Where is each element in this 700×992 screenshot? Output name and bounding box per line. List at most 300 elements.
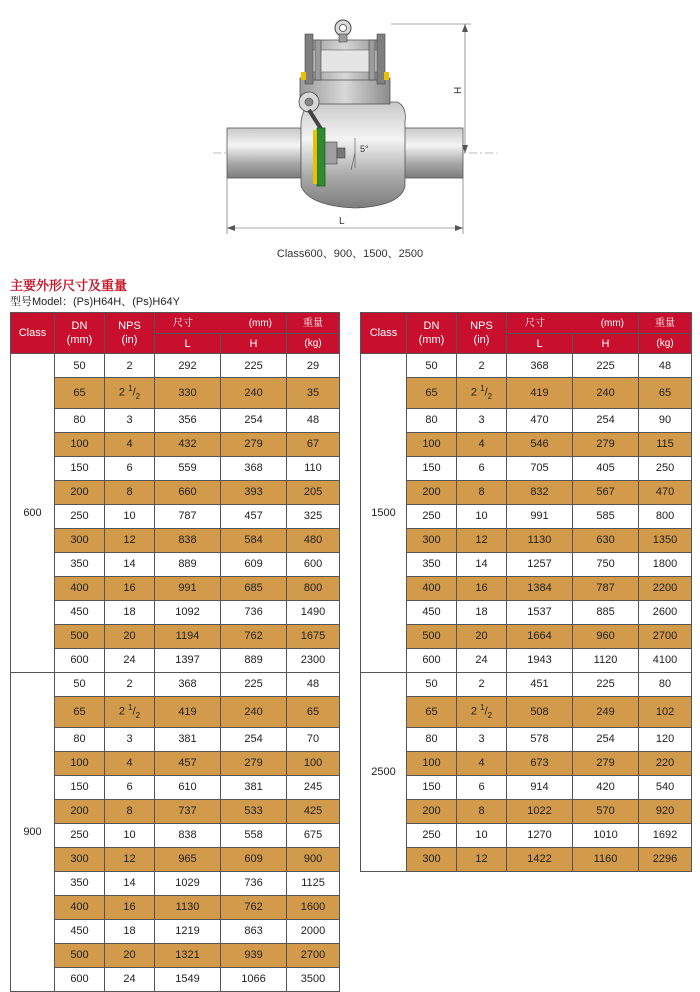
dn-cell: 450 <box>55 600 105 624</box>
table-row <box>361 672 692 696</box>
table-row <box>361 480 692 504</box>
h-cell: 762 <box>221 624 287 648</box>
table-row <box>361 648 692 672</box>
h-cell: 225 <box>573 672 639 696</box>
nps-cell: 4 <box>457 432 507 456</box>
dn-cell: 50 <box>407 672 457 696</box>
l-cell: 705 <box>507 456 573 480</box>
l-cell: 1321 <box>155 943 221 967</box>
dn-cell: 65 <box>407 378 457 409</box>
nps-cell: 12 <box>105 847 155 871</box>
kg-cell: 2600 <box>639 600 692 624</box>
table-row <box>11 871 340 895</box>
header-dimensions <box>507 313 639 334</box>
table-row <box>361 775 692 799</box>
nps-cell: 3 <box>457 408 507 432</box>
kg-cell: 35 <box>287 378 340 409</box>
h-cell: 736 <box>221 600 287 624</box>
nps-cell: 24 <box>105 648 155 672</box>
table-row <box>361 528 692 552</box>
l-cell: 673 <box>507 751 573 775</box>
h-cell: 279 <box>573 751 639 775</box>
dn-cell: 250 <box>407 823 457 847</box>
nps-cell: 16 <box>105 895 155 919</box>
table-row <box>361 552 692 576</box>
kg-cell: 110 <box>287 456 340 480</box>
kg-cell: 2700 <box>639 624 692 648</box>
kg-cell: 2200 <box>639 576 692 600</box>
header-dn <box>407 313 457 354</box>
dn-cell: 350 <box>407 552 457 576</box>
nps-cell: 18 <box>457 600 507 624</box>
header-dn-label: DN <box>71 320 88 332</box>
h-cell: 225 <box>221 672 287 696</box>
table-row <box>11 727 340 751</box>
nps-cell: 4 <box>457 751 507 775</box>
dn-cell: 50 <box>55 672 105 696</box>
header-nps-unit: (in) <box>121 334 138 346</box>
dn-cell: 500 <box>55 943 105 967</box>
l-cell: 292 <box>155 354 221 378</box>
h-dimension-label: H <box>453 86 464 94</box>
nps-cell: 2 $^1/_2$ <box>105 696 155 727</box>
table-row <box>11 528 340 552</box>
kg-cell: 100 <box>287 751 340 775</box>
h-cell: 381 <box>221 775 287 799</box>
l-cell: 889 <box>155 552 221 576</box>
dn-cell: 400 <box>55 895 105 919</box>
nps-cell: 2 <box>105 672 155 696</box>
table-row <box>361 456 692 480</box>
dn-cell: 350 <box>55 871 105 895</box>
nps-cell: 2 <box>457 672 507 696</box>
kg-cell: 48 <box>287 672 340 696</box>
nps-cell: 6 <box>105 456 155 480</box>
l-cell: 578 <box>507 727 573 751</box>
kg-cell: 205 <box>287 480 340 504</box>
nps-cell: 24 <box>457 648 507 672</box>
table-row <box>361 847 692 871</box>
l-cell: 1943 <box>507 648 573 672</box>
kg-cell: 1490 <box>287 600 340 624</box>
h-cell: 225 <box>221 354 287 378</box>
h-cell: 787 <box>573 576 639 600</box>
l-cell: 838 <box>155 823 221 847</box>
dn-cell: 150 <box>407 775 457 799</box>
nps-cell: 6 <box>457 775 507 799</box>
h-cell: 279 <box>221 432 287 456</box>
header-nps-unit: (in) <box>473 334 490 346</box>
l-cell: 838 <box>155 528 221 552</box>
nps-cell: 18 <box>105 919 155 943</box>
dn-cell: 65 <box>55 378 105 409</box>
kg-cell: 1800 <box>639 552 692 576</box>
l-cell: 508 <box>507 696 573 727</box>
h-cell: 393 <box>221 480 287 504</box>
dn-cell: 450 <box>55 919 105 943</box>
dn-cell: 80 <box>55 727 105 751</box>
dn-cell: 450 <box>407 600 457 624</box>
dn-cell: 500 <box>55 624 105 648</box>
nps-cell: 16 <box>457 576 507 600</box>
table-row <box>11 847 340 871</box>
h-cell: 736 <box>221 871 287 895</box>
table-row <box>361 696 692 727</box>
table-row <box>11 672 340 696</box>
l-cell: 1219 <box>155 919 221 943</box>
l-cell: 1257 <box>507 552 573 576</box>
dn-cell: 250 <box>407 504 457 528</box>
l-cell: 356 <box>155 408 221 432</box>
l-cell: 787 <box>155 504 221 528</box>
l-cell: 368 <box>507 354 573 378</box>
dn-cell: 400 <box>407 576 457 600</box>
l-cell: 1397 <box>155 648 221 672</box>
angle-label: 5° <box>360 144 369 154</box>
nps-cell: 8 <box>105 799 155 823</box>
kg-cell: 3500 <box>287 967 340 991</box>
table-row <box>361 576 692 600</box>
header-weight-unit: (kg) <box>287 334 340 354</box>
kg-cell: 250 <box>639 456 692 480</box>
h-cell: 1160 <box>573 847 639 871</box>
nps-cell: 8 <box>457 799 507 823</box>
h-cell: 254 <box>221 408 287 432</box>
l-cell: 368 <box>155 672 221 696</box>
kg-cell: 65 <box>287 696 340 727</box>
h-cell: 558 <box>221 823 287 847</box>
h-cell: 368 <box>221 456 287 480</box>
header-dim-unit: (mm) <box>600 317 625 329</box>
kg-cell: 1692 <box>639 823 692 847</box>
nps-cell: 2 <box>457 354 507 378</box>
header-nps-label: NPS <box>118 320 141 332</box>
l-dimension-label: L <box>339 216 345 227</box>
dn-cell: 100 <box>407 751 457 775</box>
nps-cell: 3 <box>105 727 155 751</box>
nps-cell: 10 <box>457 823 507 847</box>
h-cell: 939 <box>221 943 287 967</box>
dn-cell: 500 <box>407 624 457 648</box>
nps-cell: 2 $^1/_2$ <box>457 378 507 409</box>
kg-cell: 4100 <box>639 648 692 672</box>
dn-cell: 200 <box>55 480 105 504</box>
l-cell: 1422 <box>507 847 573 871</box>
kg-cell: 800 <box>287 576 340 600</box>
table-row <box>11 378 340 409</box>
h-cell: 533 <box>221 799 287 823</box>
h-cell: 240 <box>221 696 287 727</box>
dn-cell: 100 <box>55 751 105 775</box>
dn-cell: 65 <box>407 696 457 727</box>
dn-cell: 200 <box>407 480 457 504</box>
h-cell: 885 <box>573 600 639 624</box>
l-cell: 1194 <box>155 624 221 648</box>
table-row <box>361 504 692 528</box>
header-dim-unit: (mm) <box>248 317 273 329</box>
table-row <box>11 823 340 847</box>
kg-cell: 220 <box>639 751 692 775</box>
table-row <box>11 504 340 528</box>
dn-cell: 600 <box>407 648 457 672</box>
dn-cell: 50 <box>407 354 457 378</box>
h-cell: 750 <box>573 552 639 576</box>
h-cell: 1066 <box>221 967 287 991</box>
table-row <box>361 823 692 847</box>
nps-cell: 10 <box>105 504 155 528</box>
kg-cell: 48 <box>287 408 340 432</box>
table-row <box>361 432 692 456</box>
kg-cell: 2300 <box>287 648 340 672</box>
l-cell: 451 <box>507 672 573 696</box>
kg-cell: 90 <box>639 408 692 432</box>
nps-cell: 10 <box>105 823 155 847</box>
nps-cell: 3 <box>105 408 155 432</box>
kg-cell: 480 <box>287 528 340 552</box>
l-cell: 1130 <box>507 528 573 552</box>
kg-cell: 2700 <box>287 943 340 967</box>
table-row <box>11 919 340 943</box>
h-cell: 585 <box>573 504 639 528</box>
h-cell: 225 <box>573 354 639 378</box>
table-row <box>11 775 340 799</box>
kg-cell: 29 <box>287 354 340 378</box>
l-cell: 660 <box>155 480 221 504</box>
left-table-body <box>11 354 340 992</box>
dn-cell: 80 <box>407 727 457 751</box>
table-row <box>361 799 692 823</box>
figure-caption: Class600、900、1500、2500 <box>276 248 424 260</box>
header-class: Class <box>361 313 407 354</box>
dn-cell: 100 <box>407 432 457 456</box>
l-cell: 737 <box>155 799 221 823</box>
h-cell: 240 <box>221 378 287 409</box>
dn-cell: 50 <box>55 354 105 378</box>
nps-cell: 20 <box>457 624 507 648</box>
header-nps <box>457 313 507 354</box>
table-row <box>11 408 340 432</box>
nps-cell: 2 <box>105 354 155 378</box>
kg-cell: 675 <box>287 823 340 847</box>
h-cell: 609 <box>221 847 287 871</box>
nps-cell: 14 <box>457 552 507 576</box>
l-cell: 1664 <box>507 624 573 648</box>
nps-cell: 3 <box>457 727 507 751</box>
table-row <box>11 943 340 967</box>
header-dn-unit: (mm) <box>66 334 93 346</box>
dn-cell: 80 <box>407 408 457 432</box>
kg-cell: 1600 <box>287 895 340 919</box>
nps-cell: 14 <box>105 552 155 576</box>
nps-cell: 20 <box>105 624 155 648</box>
l-cell: 610 <box>155 775 221 799</box>
kg-cell: 425 <box>287 799 340 823</box>
h-cell: 240 <box>573 378 639 409</box>
l-cell: 559 <box>155 456 221 480</box>
dn-cell: 300 <box>407 847 457 871</box>
l-cell: 965 <box>155 847 221 871</box>
table-row <box>11 456 340 480</box>
header-dn-unit: (mm) <box>418 334 445 346</box>
table-row <box>11 432 340 456</box>
nps-cell: 12 <box>457 847 507 871</box>
l-cell: 457 <box>155 751 221 775</box>
l-cell: 1029 <box>155 871 221 895</box>
header-class: Class <box>11 313 55 354</box>
header-nps <box>105 313 155 354</box>
kg-cell: 70 <box>287 727 340 751</box>
l-cell: 1549 <box>155 967 221 991</box>
dn-cell: 150 <box>55 775 105 799</box>
kg-cell: 600 <box>287 552 340 576</box>
table-row <box>361 624 692 648</box>
h-cell: 960 <box>573 624 639 648</box>
header-weight: 重量 <box>639 313 692 334</box>
l-cell: 914 <box>507 775 573 799</box>
nps-cell: 24 <box>105 967 155 991</box>
table-row <box>361 408 692 432</box>
table-row <box>11 480 340 504</box>
kg-cell: 2000 <box>287 919 340 943</box>
h-cell: 685 <box>221 576 287 600</box>
l-cell: 832 <box>507 480 573 504</box>
l-cell: 432 <box>155 432 221 456</box>
section-title: 主要外形尺寸及重量 <box>10 278 128 293</box>
dn-cell: 350 <box>55 552 105 576</box>
header-l: L <box>507 334 573 354</box>
header-weight: 重量 <box>287 313 340 334</box>
table-row <box>361 727 692 751</box>
header-dim-label: 尺寸 <box>525 317 545 329</box>
kg-cell: 2296 <box>639 847 692 871</box>
l-cell: 381 <box>155 727 221 751</box>
h-cell: 249 <box>573 696 639 727</box>
valve-drawing <box>205 10 505 238</box>
h-cell: 254 <box>573 408 639 432</box>
dn-cell: 200 <box>407 799 457 823</box>
dn-cell: 250 <box>55 504 105 528</box>
dn-cell: 300 <box>55 528 105 552</box>
class-cell: 2500 <box>361 672 407 871</box>
h-cell: 279 <box>221 751 287 775</box>
nps-cell: 8 <box>457 480 507 504</box>
nps-cell: 10 <box>457 504 507 528</box>
h-cell: 279 <box>573 432 639 456</box>
nps-cell: 14 <box>105 871 155 895</box>
nps-cell: 6 <box>105 775 155 799</box>
swing-check-valve-illustration <box>205 10 505 238</box>
l-cell: 419 <box>507 378 573 409</box>
h-cell: 889 <box>221 648 287 672</box>
l-cell: 991 <box>507 504 573 528</box>
kg-cell: 102 <box>639 696 692 727</box>
table-row <box>11 600 340 624</box>
kg-cell: 800 <box>639 504 692 528</box>
kg-cell: 65 <box>639 378 692 409</box>
nps-cell: 16 <box>105 576 155 600</box>
kg-cell: 120 <box>639 727 692 751</box>
nps-cell: 4 <box>105 751 155 775</box>
kg-cell: 900 <box>287 847 340 871</box>
header-dn-label: DN <box>423 320 440 332</box>
table-row <box>11 895 340 919</box>
h-cell: 405 <box>573 456 639 480</box>
dn-cell: 250 <box>55 823 105 847</box>
table-row <box>361 600 692 624</box>
dn-cell: 200 <box>55 799 105 823</box>
right-table-body <box>361 354 692 872</box>
table-row <box>361 378 692 409</box>
header-l: L <box>155 334 221 354</box>
l-cell: 1130 <box>155 895 221 919</box>
class-cell: 1500 <box>361 354 407 673</box>
nps-cell: 18 <box>105 600 155 624</box>
model-line: 型号Model：(Ps)H64H、(Ps)H64Y <box>10 296 180 308</box>
dn-cell: 65 <box>55 696 105 727</box>
table-row <box>11 624 340 648</box>
l-cell: 1022 <box>507 799 573 823</box>
l-cell: 546 <box>507 432 573 456</box>
kg-cell: 80 <box>639 672 692 696</box>
h-cell: 570 <box>573 799 639 823</box>
dn-cell: 80 <box>55 408 105 432</box>
nps-cell: 4 <box>105 432 155 456</box>
nps-cell: 20 <box>105 943 155 967</box>
table-row <box>11 354 340 378</box>
kg-cell: 325 <box>287 504 340 528</box>
dn-cell: 300 <box>407 528 457 552</box>
h-cell: 863 <box>221 919 287 943</box>
kg-cell: 920 <box>639 799 692 823</box>
table-row <box>11 967 340 991</box>
kg-cell: 1125 <box>287 871 340 895</box>
header-weight-unit: (kg) <box>639 334 692 354</box>
table-row <box>11 648 340 672</box>
kg-cell: 1675 <box>287 624 340 648</box>
h-cell: 630 <box>573 528 639 552</box>
kg-cell: 48 <box>639 354 692 378</box>
class-cell: 600 <box>11 354 55 673</box>
h-cell: 254 <box>573 727 639 751</box>
dimension-table-right <box>360 312 692 872</box>
l-cell: 1092 <box>155 600 221 624</box>
dn-cell: 600 <box>55 967 105 991</box>
nps-cell: 8 <box>105 480 155 504</box>
header-dn <box>55 313 105 354</box>
dn-cell: 150 <box>55 456 105 480</box>
header-dimensions <box>155 313 287 334</box>
l-cell: 419 <box>155 696 221 727</box>
table-row <box>11 696 340 727</box>
dn-cell: 600 <box>55 648 105 672</box>
l-cell: 470 <box>507 408 573 432</box>
dn-cell: 150 <box>407 456 457 480</box>
l-cell: 1384 <box>507 576 573 600</box>
dn-cell: 400 <box>55 576 105 600</box>
nps-cell: 2 $^1/_2$ <box>105 378 155 409</box>
header-h: H <box>221 334 287 354</box>
h-cell: 584 <box>221 528 287 552</box>
h-cell: 609 <box>221 552 287 576</box>
h-cell: 1120 <box>573 648 639 672</box>
h-cell: 567 <box>573 480 639 504</box>
h-cell: 762 <box>221 895 287 919</box>
header-h: H <box>573 334 639 354</box>
table-row <box>11 576 340 600</box>
h-cell: 457 <box>221 504 287 528</box>
kg-cell: 245 <box>287 775 340 799</box>
kg-cell: 540 <box>639 775 692 799</box>
